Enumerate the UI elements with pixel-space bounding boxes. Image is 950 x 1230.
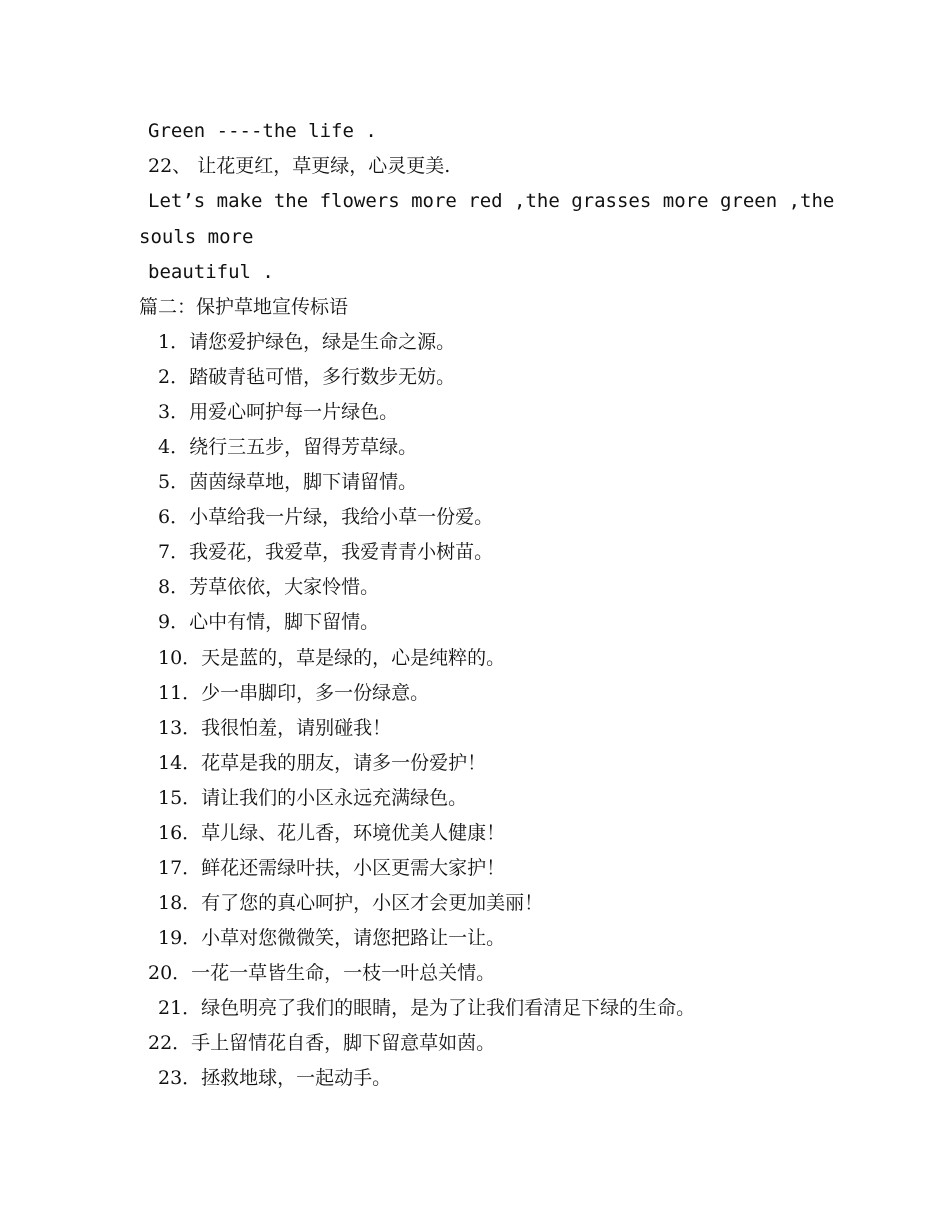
slogan-item: 13．我很怕羞，请别碰我！: [158, 717, 392, 739]
slogan-item: 4．绕行三五步，留得芳草绿。: [158, 436, 418, 458]
slogan-item: 8．芳草依依，大家怜惜。: [158, 576, 380, 598]
slogan-item: 17．鲜花还需绿叶扶，小区更需大家护！: [158, 857, 506, 879]
intro-line-1: Green ----the life .: [148, 120, 377, 142]
slogan-item: 2．踏破青毡可惜，多行数步无妨。: [158, 366, 456, 388]
intro-line-4: souls more: [139, 226, 254, 248]
slogan-item: 22．手上留情花自香，脚下留意草如茵。: [148, 1032, 496, 1054]
slogan-item: 23．拯救地球，一起动手。: [158, 1067, 392, 1089]
slogan-item: 3．用爱心呵护每一片绿色。: [158, 401, 399, 423]
slogan-item: 14．花草是我的朋友，请多一份爱护！: [158, 752, 487, 774]
slogan-item: 21．绿色明亮了我们的眼睛，是为了让我们看清足下绿的生命。: [158, 997, 696, 1019]
slogan-item: 10．天是蓝的，草是绿的，心是纯粹的。: [158, 647, 506, 669]
intro-line-3: Let’s make the flowers more red ,the grasses more green ,the: [148, 190, 835, 212]
intro-line-2: 22、 让花更红，草更绿，心灵更美.: [148, 155, 451, 177]
slogan-item: 9．心中有情，脚下留情。: [158, 611, 380, 633]
intro-line-5: beautiful .: [148, 261, 274, 283]
slogan-item: 18．有了您的真心呵护，小区才会更加美丽！: [158, 892, 544, 914]
slogan-item: 7．我爱花，我爱草，我爱青青小树苗。: [158, 541, 494, 563]
slogan-item: 11．少一串脚印，多一份绿意。: [158, 682, 430, 704]
slogan-item: 5．茵茵绿草地，脚下请留情。: [158, 471, 418, 493]
slogan-item: 19．小草对您微微笑，请您把路让一让。: [158, 927, 506, 949]
slogan-item: 15．请让我们的小区永远充满绿色。: [158, 787, 468, 809]
slogan-item: 16．草儿绿、花儿香，环境优美人健康！: [158, 822, 506, 844]
section-heading: 篇二：保护草地宣传标语: [139, 296, 349, 318]
slogan-item: 1．请您爱护绿色，绿是生命之源。: [158, 331, 456, 353]
slogan-item: 6．小草给我一片绿，我给小草一份爱。: [158, 506, 494, 528]
slogan-item: 20．一花一草皆生命，一枝一叶总关情。: [148, 962, 496, 984]
